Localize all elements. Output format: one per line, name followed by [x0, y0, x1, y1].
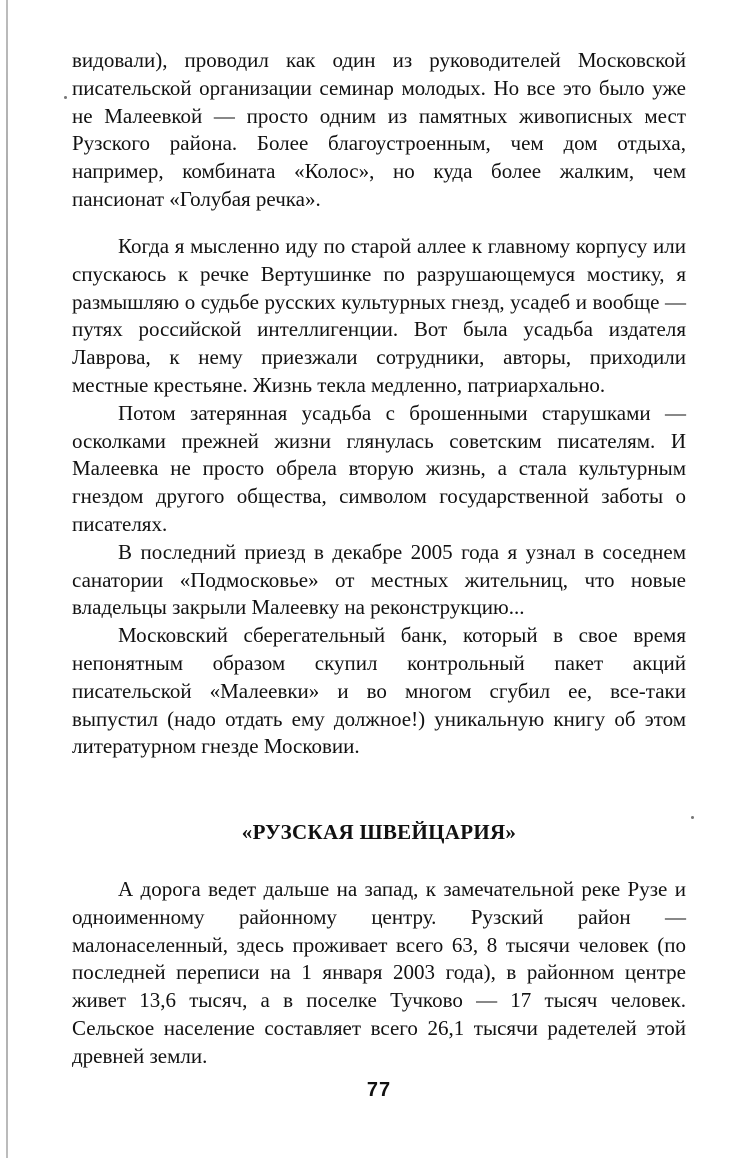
scan-speck: [64, 96, 67, 99]
paragraph-5: Московский сберегательный банк, который в свое время непонятным образом скупил контрольный пакет акций писательской «Малеевки» и во многом сгубил ее, все-таки выпустил (надо отдать ему должное!) уникальную книгу об этом литературном гнезде Московии.: [72, 623, 686, 759]
text-block-top: [72, 47, 686, 214]
text-block-middle: [72, 233, 686, 761]
paragraph-4: В последний приезд в декабре 2005 года я узнал в соседнем санатории «Подмосковье» от местных жительниц, что новые владельцы закрыли Малеевку на реконструкцию...: [72, 539, 686, 620]
page-edge: [6, 0, 8, 1158]
paragraph-1: видовали), проводил как один из руководителей Московской писательской организации семинар молодых. Но все это было уже не Малеевкой — просто одним из памятных живописных мест Рузского района. Более благоустроенным, чем дом отдыха, например, комбината «Колос», но куда более жалким, чем пансионат «Голубая речка».: [72, 48, 686, 211]
paragraph-3: Потом затерянная усадьба с брошенными старушками — осколками прежней жизни глянулась советским писателям. И Малеевка не просто обрела вторую жизнь, а стала культурным гнездом другого общества, символом государственной заботы о писателях.: [72, 400, 686, 536]
section-heading: «РУЗСКАЯ ШВЕЙЦАРИЯ»: [241, 820, 517, 844]
scan-speck: [691, 816, 694, 819]
paragraph-2: Когда я мысленно иду по старой аллее к главному корпусу или спускаюсь к речке Вертушинке по разрушающемуся мостику, я размышляю о судьбе русских культурных гнезд, усадеб и вообще — путях российской интеллигенции. Вот была усадьба издателя Лаврова, к нему приезжали сотрудники, авторы, приходили местные крестьяне. Жизнь текла медленно, патриархально.: [72, 234, 686, 397]
paragraph-6: А дорога ведет дальше на запад, к замечательной реке Рузе и одноименному районному центру. Рузский район — малонаселенный, здесь проживает всего 63, 8 тысячи человек (по последней переписи на 1 января 2003 года), в районном центре живет 13,6 тысяч, а в поселке Тучково — 17 тысяч человек. Сельское население составляет всего 26,1 тысячи радетелей этой древней земли.: [72, 877, 686, 1068]
page-number: 77: [366, 1079, 392, 1101]
text-block-bottom: [72, 876, 686, 1071]
